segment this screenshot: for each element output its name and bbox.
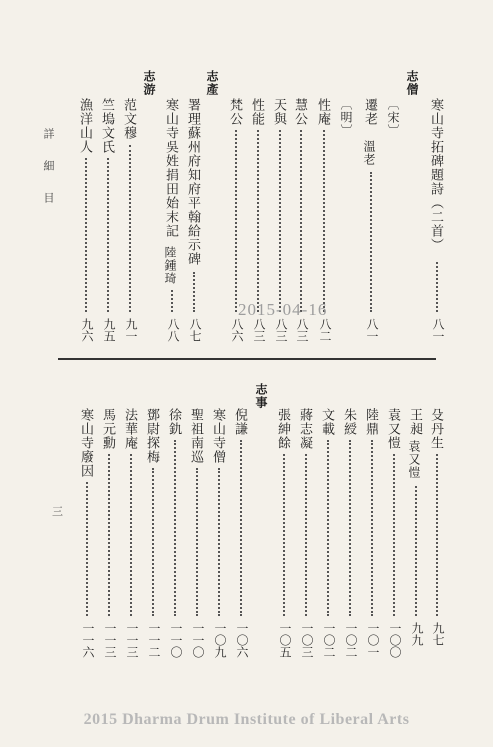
toc-page: 一一〇 xyxy=(169,622,183,658)
toc-entry: 寒山寺拓碑題詩（二首） xyxy=(428,98,443,252)
dot-leader xyxy=(392,454,395,616)
dot-leader xyxy=(282,454,285,616)
dot-leader xyxy=(370,440,373,616)
toc-entry: 陸鼎 xyxy=(363,408,378,436)
toc-page: 一〇六 xyxy=(235,622,249,658)
watermark: 2015 Dharma Drum Institute of Liberal Arts xyxy=(83,711,410,728)
toc-page: 一一三 xyxy=(125,622,139,658)
toc-page: 一〇三 xyxy=(300,622,314,658)
toc-entry: 梵公 xyxy=(227,98,242,126)
toc-entry: 法華庵 xyxy=(122,408,137,450)
dot-leader xyxy=(414,486,417,616)
section-heading-events: 志事 xyxy=(254,383,268,409)
toc-entry: 馬元勳 xyxy=(100,408,115,450)
dot-leader xyxy=(435,262,438,312)
dot-leader xyxy=(326,440,329,616)
toc-page: 一〇五 xyxy=(278,622,292,658)
toc-page: 九一 xyxy=(124,318,138,342)
toc-page: 一〇〇 xyxy=(388,622,402,658)
dot-leader xyxy=(107,454,110,616)
toc-page: 九七 xyxy=(431,622,445,646)
running-head: 詳 細 目 xyxy=(42,128,55,207)
toc-page: 八六 xyxy=(230,318,244,342)
era-heading: 〔明〕 xyxy=(339,98,353,137)
toc-entry: 署理蘇州府知府平翰給示碑 xyxy=(185,98,200,266)
toc-entry: 袁又愷 xyxy=(385,408,400,450)
dot-leader xyxy=(195,468,198,616)
section-heading-monks: 志僧 xyxy=(405,70,419,96)
dot-leader xyxy=(128,145,131,312)
section-heading-travel: 志游 xyxy=(142,70,156,96)
toc-entry: 性庵 xyxy=(315,98,330,126)
toc-entry: 寒山寺廢因 xyxy=(78,408,93,478)
toc-page: 八二 xyxy=(318,318,332,342)
toc-page: 一一三 xyxy=(103,622,117,658)
date-stamp: 2015-04-16 xyxy=(238,300,328,319)
section-heading-property: 志產 xyxy=(205,70,219,96)
dot-leader xyxy=(173,440,176,616)
toc-entry: 范文穆 xyxy=(121,98,136,140)
toc-page: 一一六 xyxy=(81,622,95,658)
toc-page: 一〇二 xyxy=(322,622,336,658)
dot-leader xyxy=(348,440,351,616)
toc-entry: 漁洋山人 xyxy=(77,98,92,154)
dot-leader xyxy=(85,482,88,616)
dot-leader xyxy=(170,290,173,312)
dot-leader xyxy=(299,130,302,312)
toc-entry-note: 袁又愷 xyxy=(407,440,421,479)
toc-entry: 張紳餘 xyxy=(275,408,290,450)
toc-entry: 鄧尉探梅 xyxy=(144,408,159,464)
toc-entry: 性能 xyxy=(249,98,264,126)
toc-page: 八一 xyxy=(431,318,445,342)
dot-leader xyxy=(129,454,132,616)
dot-leader xyxy=(304,454,307,616)
toc-entry: 天與 xyxy=(271,98,286,126)
toc-page: 八三 xyxy=(252,318,266,342)
toc-page: 八一 xyxy=(365,318,379,342)
toc-entry: 竺塢文氏 xyxy=(99,98,114,154)
dot-leader xyxy=(106,158,109,312)
toc-page: 一〇二 xyxy=(344,622,358,658)
toc-entry: 殳丹生 xyxy=(428,408,443,450)
toc-page: 八三 xyxy=(295,318,309,342)
toc-page: 一一二 xyxy=(147,622,161,658)
toc-entry: 朱綬 xyxy=(341,408,356,436)
toc-entry: 聖祖南巡 xyxy=(188,408,203,464)
dot-leader xyxy=(192,272,195,312)
toc-entry: 倪謙 xyxy=(232,408,247,436)
dot-leader xyxy=(322,130,325,312)
toc-entry: 文載 xyxy=(319,408,334,436)
toc-page: 九六 xyxy=(80,318,94,342)
toc-entry-author: 陸鍾琦 xyxy=(163,246,177,285)
page-number: 三 xyxy=(52,505,63,518)
toc-page: 八三 xyxy=(274,318,288,342)
toc-entry-note: 溫老 xyxy=(362,140,376,166)
toc-entry: 蔣志凝 xyxy=(297,408,312,450)
toc-page: 一〇九 xyxy=(213,622,227,658)
dot-leader xyxy=(239,440,242,616)
dot-leader xyxy=(256,130,259,312)
dot-leader xyxy=(151,468,154,616)
dot-leader xyxy=(278,130,281,312)
toc-page: 一一〇 xyxy=(191,622,205,658)
toc-page: 八八 xyxy=(166,318,180,342)
toc-entry: 徐釚 xyxy=(166,408,181,436)
dot-leader xyxy=(84,158,87,312)
toc-page: 八七 xyxy=(188,318,202,342)
toc-entry: 寒山寺吳姓捐田始末記 xyxy=(163,98,178,238)
dot-leader xyxy=(369,172,372,312)
toc-entry: 遷老 xyxy=(362,98,377,126)
era-heading: 〔宋〕 xyxy=(386,98,400,137)
dot-leader xyxy=(217,468,220,616)
toc-page: 九九 xyxy=(410,622,424,646)
section-divider xyxy=(58,358,436,360)
dot-leader xyxy=(435,454,438,616)
toc-page: 九五 xyxy=(102,318,116,342)
toc-entry: 寒山寺僧 xyxy=(210,408,225,464)
toc-entry: 慧公 xyxy=(292,98,307,126)
toc-page: 一〇一 xyxy=(366,622,380,658)
toc-entry: 王昶 xyxy=(407,408,422,436)
dot-leader xyxy=(234,130,237,312)
